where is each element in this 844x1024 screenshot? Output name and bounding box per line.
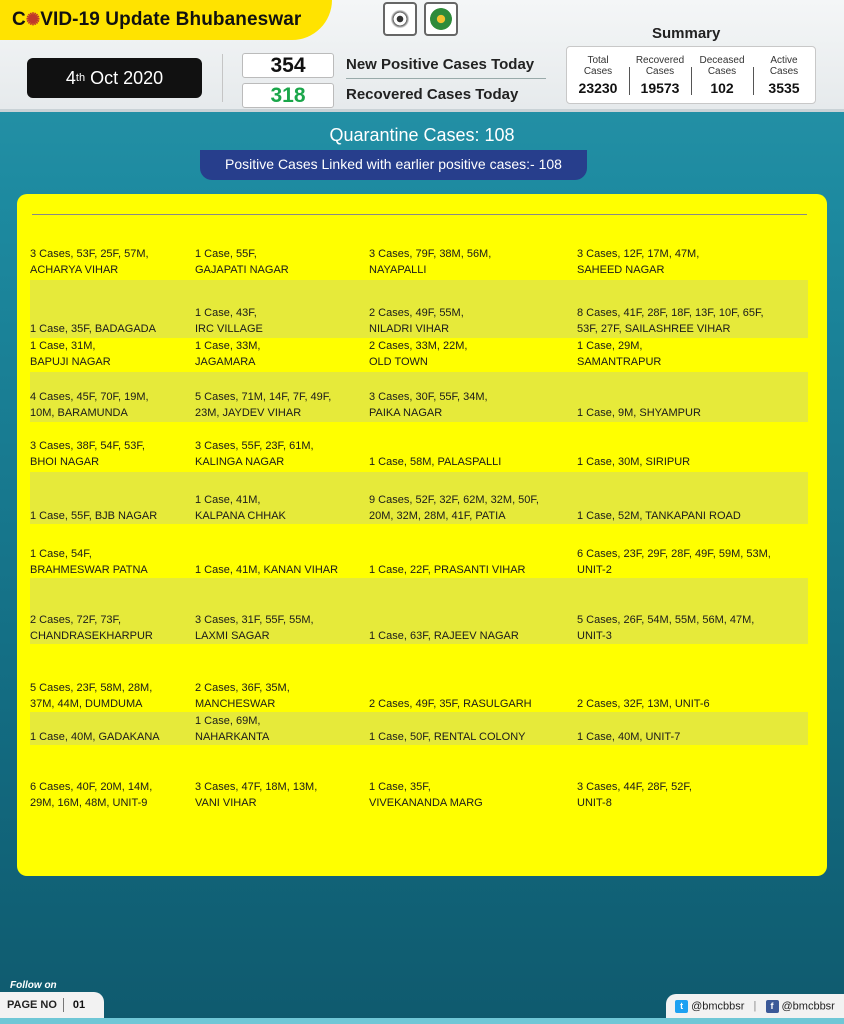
case-cell [369, 538, 574, 578]
case-text: 1 Case, 41M, KANAN VIHAR [195, 563, 339, 576]
case-cell [30, 771, 190, 811]
case-cell [195, 238, 365, 278]
case-cell [369, 430, 574, 470]
case-text: 2 Cases, 72F, 73F, CHANDRASEKHARPUR [30, 614, 153, 642]
case-cell [577, 330, 812, 370]
case-text: 3 Cases, 31F, 55F, 55M, LAXMI SAGAR [195, 614, 314, 642]
header-band [0, 0, 844, 112]
case-text: 1 Case, 43F, IRC VILLAGE [195, 307, 263, 335]
case-text: 9 Cases, 52F, 32F, 62M, 32M, 50F, 20M, 32M, 28M, 41F, PATIA [369, 494, 539, 522]
summary-label: Recovered Cases [635, 54, 685, 77]
case-cell [195, 430, 365, 470]
page-no-divider [63, 998, 64, 1012]
case-cell [195, 484, 365, 524]
case-cell [577, 538, 812, 578]
case-text: 1 Case, 50F, RENTAL COLONY [369, 730, 526, 743]
case-cell [369, 771, 574, 811]
summary-title: Summary [652, 25, 721, 42]
case-cell [577, 604, 812, 644]
summary-value: 19573 [640, 79, 680, 96]
bottom-strip [0, 1018, 844, 1024]
case-text: 3 Cases, 38F, 54F, 53F, BHOI NAGAR [30, 440, 145, 468]
case-cell [30, 705, 190, 745]
case-text: 1 Case, 69M, NAHARKANTA [195, 715, 270, 743]
case-text: 6 Cases, 23F, 29F, 28F, 49F, 59M, 53M, UNIT-2 [577, 548, 771, 576]
case-cell [195, 538, 365, 578]
summary-value: 102 [710, 79, 734, 96]
case-text: 1 Case, 52M, TANKAPANI ROAD [577, 509, 741, 522]
case-cell [369, 238, 574, 278]
case-text: 1 Case, 22F, PRASANTI VIHAR [369, 563, 526, 576]
case-text: 1 Case, 35F, BADAGADA [30, 322, 156, 335]
case-text: 1 Case, 40M, GADAKANA [30, 730, 160, 743]
case-text: 1 Case, 29M, SAMANTRAPUR [577, 340, 662, 368]
new-positive-count: 354 [242, 53, 334, 78]
case-text: 3 Cases, 12F, 17M, 47M, SAHEED NAGAR [577, 248, 700, 276]
recovered-count: 318 [242, 83, 334, 108]
case-cell [30, 381, 190, 421]
case-cell [30, 330, 190, 370]
case-text: 2 Cases, 32F, 13M, UNIT-6 [577, 697, 710, 710]
case-cell [195, 771, 365, 811]
cases-panel [17, 194, 827, 876]
case-cell [30, 538, 190, 578]
date-day: 4 [65, 67, 76, 88]
case-cell [195, 705, 365, 745]
social-links: t @bmcbbsr | f @bmcbbsr [666, 994, 844, 1018]
page-number-tab [0, 992, 104, 1018]
linked-cases-banner: Positive Cases Linked with earlier positive cases:- 108 [200, 150, 587, 180]
case-text: 1 Case, 55F, BJB NAGAR [30, 509, 158, 522]
case-text: 1 Case, 41M, KALPANA CHHAK [195, 494, 286, 522]
header-divider [222, 54, 223, 102]
date-suffix: th [75, 72, 86, 84]
summary-deceased [691, 51, 753, 99]
case-cell [195, 604, 365, 644]
case-text: 3 Cases, 53F, 25F, 57M, ACHARYA VIHAR [30, 248, 149, 276]
title-banner [0, 0, 332, 40]
title-rest: VID-19 Update Bhubaneswar [40, 9, 302, 30]
quarantine-heading: Quarantine Cases: 108 [329, 125, 515, 145]
case-text: 1 Case, 55F, GAJAPATI NAGAR [195, 248, 289, 276]
case-text: 5 Cases, 71M, 14F, 7F, 49F, 23M, JAYDEV VIHAR [195, 391, 332, 419]
case-cell [30, 238, 190, 278]
case-cell [369, 705, 574, 745]
case-cell [30, 604, 190, 644]
case-text: 1 Case, 31M, BAPUJI NAGAR [30, 340, 111, 368]
case-text: 5 Cases, 23F, 58M, 28M, 37M, 44M, DUMDUMA [30, 682, 153, 710]
case-text: 1 Case, 40M, UNIT-7 [577, 730, 681, 743]
page-title [12, 9, 301, 31]
case-text: 2 Cases, 36F, 35M, MANCHESWAR [195, 682, 290, 710]
twitter-link[interactable] [675, 1000, 744, 1013]
case-cell [369, 604, 574, 644]
case-cell [30, 484, 190, 524]
case-text: 1 Case, 9M, SHYAMPUR [577, 406, 701, 419]
facebook-handle: @bmcbbsr [781, 999, 835, 1012]
case-cell [577, 484, 812, 524]
case-text: 1 Case, 54F, BRAHMESWAR PATNA [30, 548, 148, 576]
case-text: 5 Cases, 26F, 54M, 55M, 56M, 47M, UNIT-3 [577, 614, 755, 642]
facebook-link[interactable] [766, 1000, 835, 1013]
twitter-handle: @bmcbbsr [691, 999, 745, 1012]
government-emblem-icon [383, 2, 417, 36]
case-text: 6 Cases, 40F, 20M, 14M, 29M, 16M, 48M, UNIT-9 [30, 781, 153, 809]
new-positive-label: New Positive Cases Today [346, 56, 535, 73]
case-text: 3 Cases, 55F, 23F, 61M, KALINGA NAGAR [195, 440, 314, 468]
case-text: 2 Cases, 49F, 55M, NILADRI VIHAR [369, 307, 464, 335]
summary-label: Deceased Cases [699, 54, 745, 77]
date-month-year: Oct 2020 [85, 67, 164, 88]
summary-label: Total Cases [583, 54, 613, 77]
page-no-label: PAGE NO [7, 999, 57, 1011]
title-prefix: C [12, 9, 26, 30]
case-cell [577, 381, 812, 421]
case-text: 1 Case, 33M, JAGAMARA [195, 340, 261, 368]
summary-label: Active Cases [769, 54, 799, 77]
case-cell [195, 330, 365, 370]
summary-value: 3535 [768, 79, 800, 96]
follow-on-label: Follow on [10, 980, 57, 991]
summary-recovered [629, 51, 691, 99]
summary-active [753, 51, 815, 99]
label-underline [346, 78, 546, 79]
case-cell [369, 484, 574, 524]
case-cell [195, 381, 365, 421]
date-badge [27, 58, 202, 98]
case-text: 3 Cases, 47F, 18M, 13M, VANI VIHAR [195, 781, 318, 809]
facebook-icon: f [766, 1000, 779, 1013]
case-text: 4 Cases, 45F, 70F, 19M, 10M, BARAMUNDA [30, 391, 149, 419]
case-text: 1 Case, 63F, RAJEEV NAGAR [369, 629, 519, 642]
case-cell [30, 430, 190, 470]
virus-icon: ✺ [25, 10, 41, 29]
summary-total [567, 51, 629, 99]
case-cell [577, 771, 812, 811]
page-no-value: 01 [72, 999, 86, 1011]
case-cell [577, 705, 812, 745]
panel-divider [32, 214, 807, 215]
case-cell [577, 430, 812, 470]
case-cell [577, 238, 812, 278]
recovered-label: Recovered Cases Today [346, 86, 519, 103]
case-text: 1 Case, 58M, PALASPALLI [369, 455, 502, 468]
case-cell [369, 330, 574, 370]
municipal-logo-icon [424, 2, 458, 36]
case-text: 1 Case, 30M, SIRIPUR [577, 455, 691, 468]
case-text: 3 Cases, 44F, 28F, 52F, UNIT-8 [577, 781, 692, 809]
case-text: 3 Cases, 79F, 38M, 56M, NAYAPALLI [369, 248, 492, 276]
case-text: 1 Case, 35F, VIVEKANANDA MARG [369, 781, 483, 809]
case-text: 2 Cases, 49F, 35F, RASULGARH [369, 697, 532, 710]
summary-box [566, 46, 816, 104]
case-text: 3 Cases, 30F, 55F, 34M, PAIKA NAGAR [369, 391, 488, 419]
case-text: 8 Cases, 41F, 28F, 18F, 13F, 10F, 65F, 53F, 27F, SAILASHREE VIHAR [577, 307, 764, 335]
case-text: 2 Cases, 33M, 22M, OLD TOWN [369, 340, 468, 368]
twitter-icon: t [675, 1000, 688, 1013]
case-cell [369, 381, 574, 421]
summary-value: 23230 [578, 79, 618, 96]
